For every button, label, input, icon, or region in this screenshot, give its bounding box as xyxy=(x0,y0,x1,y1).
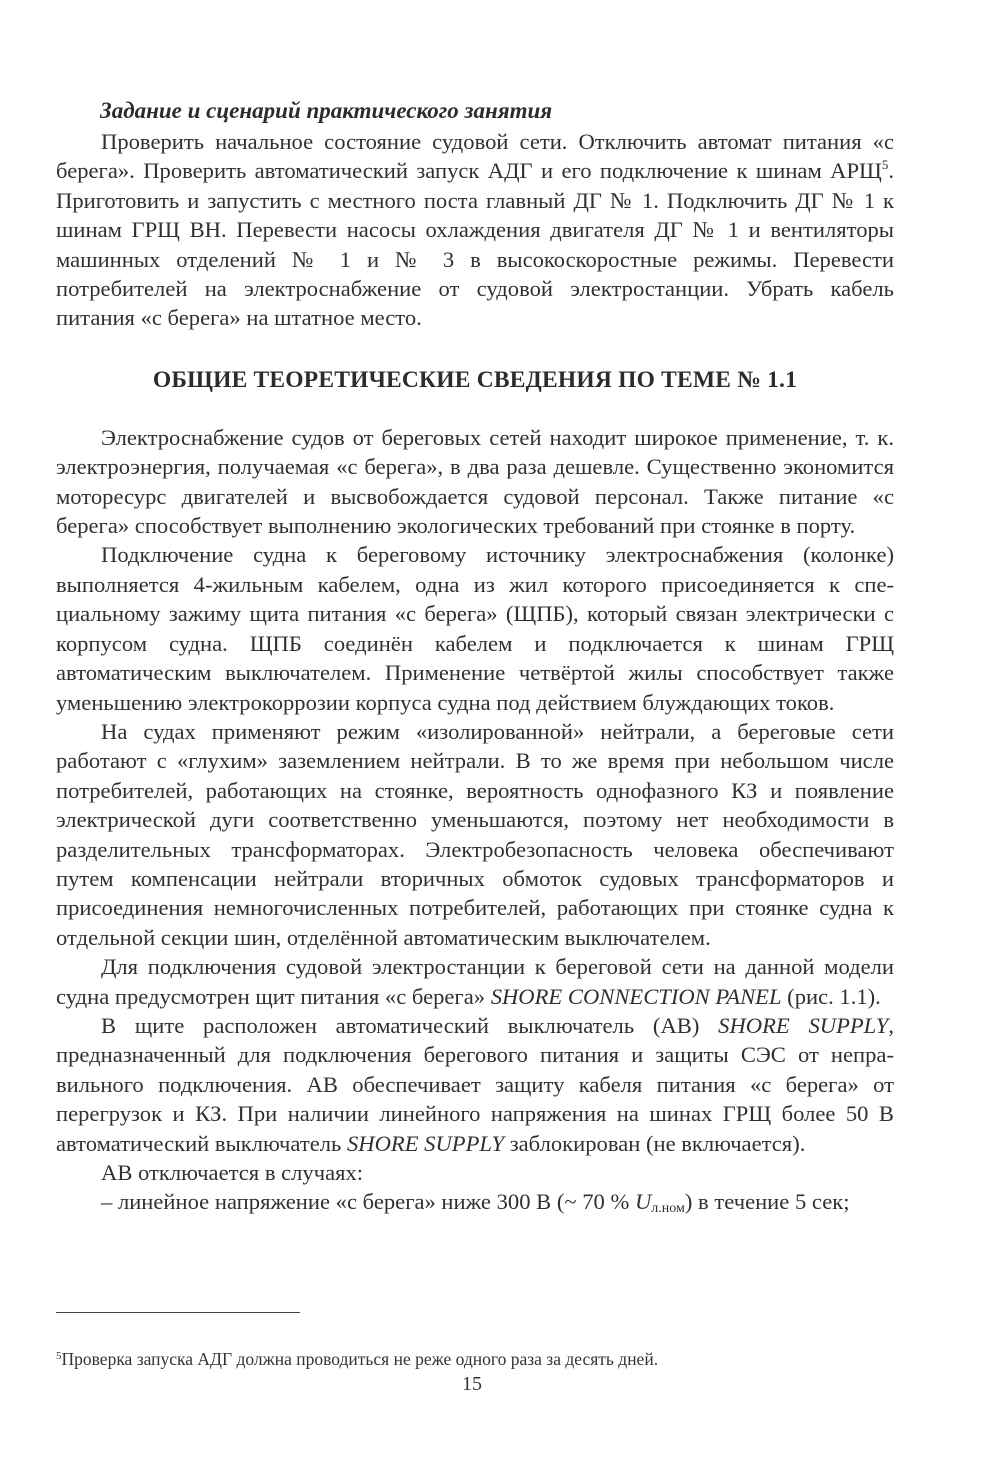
paragraph-3: На судах применяют режим «изолированной» нейтрали, а береговые сети работают с «глухим» заземлением нейтрали. В то же время при небольшом числе потребителей, работающих на стоянке, вероятность однофазного КЗ и появление электрической дуги соответственно уменьшаются, поэтому нет необходимости в разделительных трансформаторах. Электробезопасность человека обеспечивают путем компенсации нейтрали вторичных обмоток судовых трансформаторов и присоединения немногочисленных потребителей, работающих при стоянке судна к отдельной секции шин, отделённой автоматическим выключателем. xyxy=(56,718,894,950)
paragraph-7-text: – линейное напряжение «с берега» ниже 300 В (~ 70 % xyxy=(101,1189,635,1215)
paragraph-4-text: Для подключения судовой электростанции к береговой сети на данной модели судна предусмотрен щит питания «с берега» xyxy=(56,954,894,1009)
footnote-divider xyxy=(56,1312,300,1313)
task-paragraph xyxy=(56,127,894,333)
footnote-text: Проверка запуска АДГ должна проводиться не реже одного раза за десять дней. xyxy=(61,1349,659,1369)
paragraph-5 xyxy=(56,1011,894,1158)
voltage-symbol: U xyxy=(634,1189,652,1215)
footnote-reference: 5 xyxy=(881,157,889,173)
paragraph-4 xyxy=(56,952,894,1011)
task-text: Проверить начальное состояние судовой сети. Отключить автомат питания «с берега». Проверить автоматический запуск АДГ и его подключение к шинам АРЩ xyxy=(56,129,894,184)
breaker-name-italic-1: SHORE SUPPLY xyxy=(718,1012,889,1038)
section-heading: ОБЩИЕ ТЕОРЕТИЧЕСКИЕ СВЕДЕНИЯ ПО ТЕМЕ № 1.1 xyxy=(152,366,798,393)
paragraph-7-end: ) в течение 5 сек; xyxy=(684,1189,850,1215)
breaker-name-italic-2: SHORE SUPPLY xyxy=(346,1130,505,1156)
paragraph-7 xyxy=(56,1187,894,1216)
footnote xyxy=(56,1348,894,1370)
footnote-mark: 5 xyxy=(56,1350,62,1362)
task-text-continued: . Приготовить и запустить с местного поста главный ДГ № 1. Подключить ДГ № 1 к шинам ГРЩ ВН. Перевести насосы охлаждения двигателя ДГ № 1 и вентиляторы машинных отделений № 1 и № 3 в высокоскоростные режимы. Перевести потребителей на электроснабжение от судовой электростанции. Убрать кабель питания «с берега» на штатное место. xyxy=(56,158,894,331)
paragraph-5-middle: , предназначенный для подключения берегового питания и защиты СЭС от неправильного подключения. АВ обеспечивает защиту кабеля питания «с берега» от перегрузок и КЗ. При наличии линейного напряжения на шинах ГРЩ более 50 В автоматический выключатель xyxy=(56,1012,895,1156)
paragraph-6: АВ отключается в случаях: xyxy=(101,1160,364,1185)
panel-name-italic: SHORE CONNECTION PANEL xyxy=(490,983,782,1009)
page-body xyxy=(56,96,894,1217)
paragraph-5-text: В щите расположен автоматический выключатель (АВ) xyxy=(101,1012,719,1038)
page-number: 15 xyxy=(462,1373,482,1395)
task-title: Задание и сценарий практического занятия xyxy=(100,98,553,123)
paragraph-1: Электроснабжение судов от береговых сетей находит широкое применение, т. к. электроэнергия, получаемая «с берега», в два раза дешевле. Существенно экономится моторесурс двигателей и высвобождается судовой персонал. Также питание «с берега» способствует выполнению экологических требований при стоянке в порту. xyxy=(56,424,894,539)
paragraph-5-end: заблокирован (не включается). xyxy=(504,1130,806,1156)
paragraph-2: Подключение судна к береговому источнику электроснабжения (колонке) выполняется 4-жильным кабелем, одна из жил которого присоединяется к специальному зажиму щита питания «с берега» (ЩПБ), который связан электрически с корпусом судна. ЩПБ соединён кабелем и подключается к шинам ГРЩ автоматическим выключателем. Применение четвёртой жилы способствует также уменьшению электрокоррозии корпуса судна под действием блуждающих токов. xyxy=(56,542,894,715)
paragraph-4-end: (рис. 1.1). xyxy=(781,983,881,1009)
voltage-subscript: л.ном xyxy=(651,1201,685,1217)
